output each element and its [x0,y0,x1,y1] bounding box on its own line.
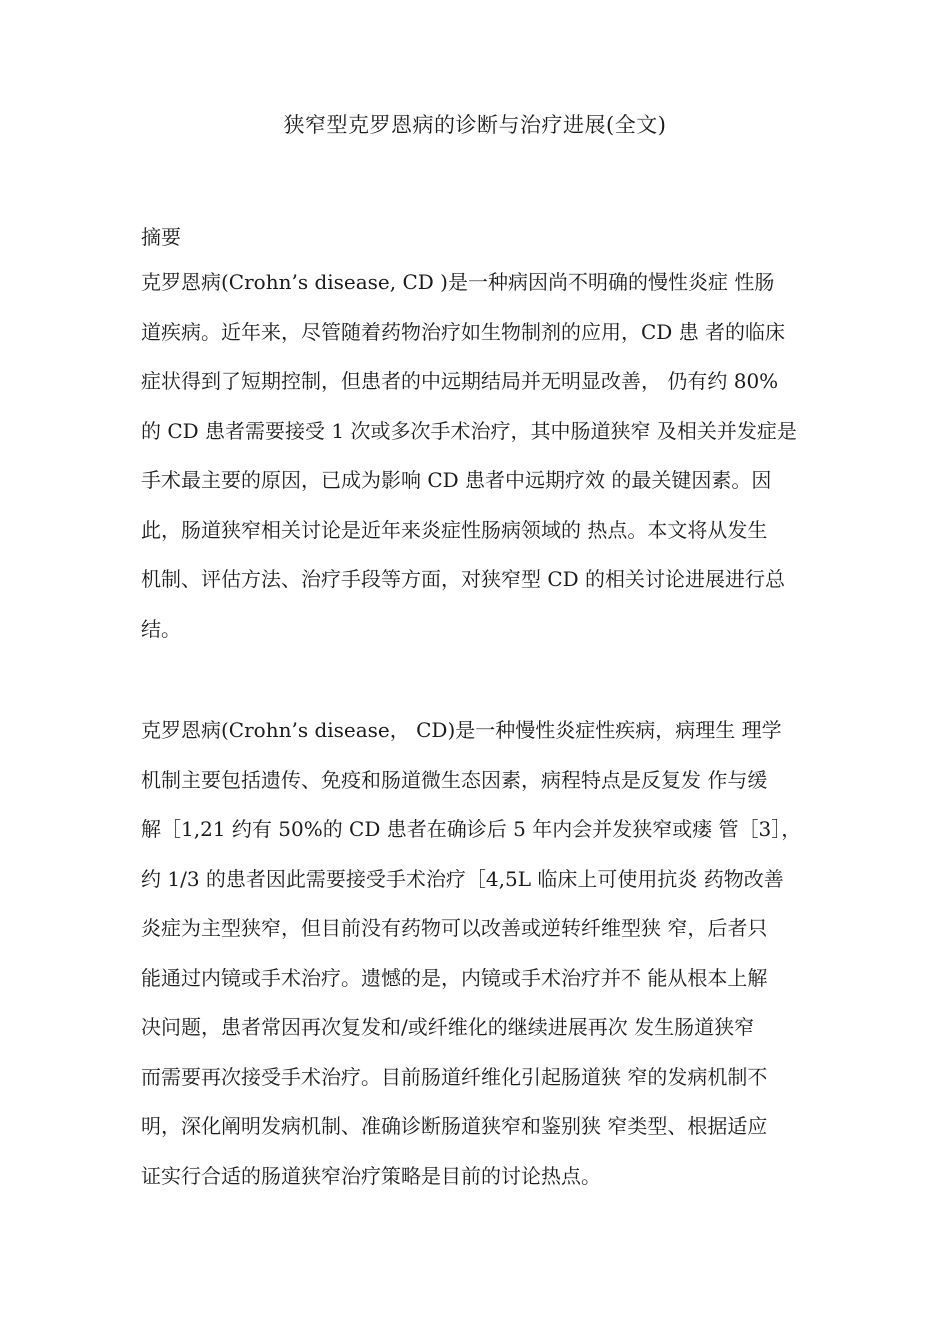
text-line: 道疾病。近年来，尽管随着药物治疗如生物制剂的应用，CD 患 者的临床 [141,319,786,344]
text-line: 结。 [141,616,181,641]
abstract-paragraph [141,258,821,654]
text-line: 而需要再次接受手术治疗。目前肠道纤维化引起肠道狭 窄的发病机制不 [141,1064,768,1089]
text-line: 机制主要包括遗传、免疫和肠道微生态因素，病程特点是反复发 作与缓 [141,767,768,792]
text-line: 解［1,21 约有 50%的 CD 患者在确诊后 5 年内会并发狭窄或瘘 管［3］， [141,817,802,841]
text-line: 此，肠道狭窄相关讨论是近年来炎症性肠病领域的 热点。本文将从发生 [141,517,768,542]
abstract-heading: 摘要 [141,225,181,249]
document-title: 狭窄型克罗恩病的诊断与治疗进展(全文) [283,113,667,137]
text-line: 炎症为主型狭窄，但目前没有药物可以改善或逆转纤维型狭 窄，后者只 [141,916,768,940]
text-line: 克罗恩病(Crohn’s disease, CD )是一种病因尚不明确的慢性炎症 性肠 [141,270,775,294]
body-paragraph [141,706,821,1201]
text-line: 机制、评估方法、治疗手段等方面，对狭窄型 CD 的相关讨论进展进行总 [141,567,786,591]
text-line: 约 1/3 的患者因此需要接受手术治疗［4,5L 临床上可使用抗炎 药物改善 [141,866,784,891]
text-line: 证实行合适的肠道狭窄治疗策略是目前的讨论热点。 [141,1163,601,1188]
text-line: 决问题，患者常因再次复发和/或纤维化的继续进展再次 发生肠道狭窄 [141,1015,755,1039]
text-line: 手术最主要的原因，已成为影响 CD 患者中远期疗效 的最关键因素。因 [141,468,772,492]
text-line: 明，深化阐明发病机制、准确诊断肠道狭窄和鉴别狭 窄类型、根据适应 [141,1114,768,1138]
text-line: 的 CD 患者需要接受 1 次或多次手术治疗，其中肠道狭窄 及相关并发症是 [141,418,797,443]
text-line: 能通过内镜或手术治疗。遗憾的是，内镜或手术治疗并不 能从根本上解 [141,965,768,990]
text-line: 症状得到了短期控制，但患者的中远期结局并无明显改善， 仍有约 80% [141,369,779,393]
text-line: 克罗恩病(Crohn’s disease， CD)是一种慢性炎症性疾病，病理生 理学 [141,718,782,742]
